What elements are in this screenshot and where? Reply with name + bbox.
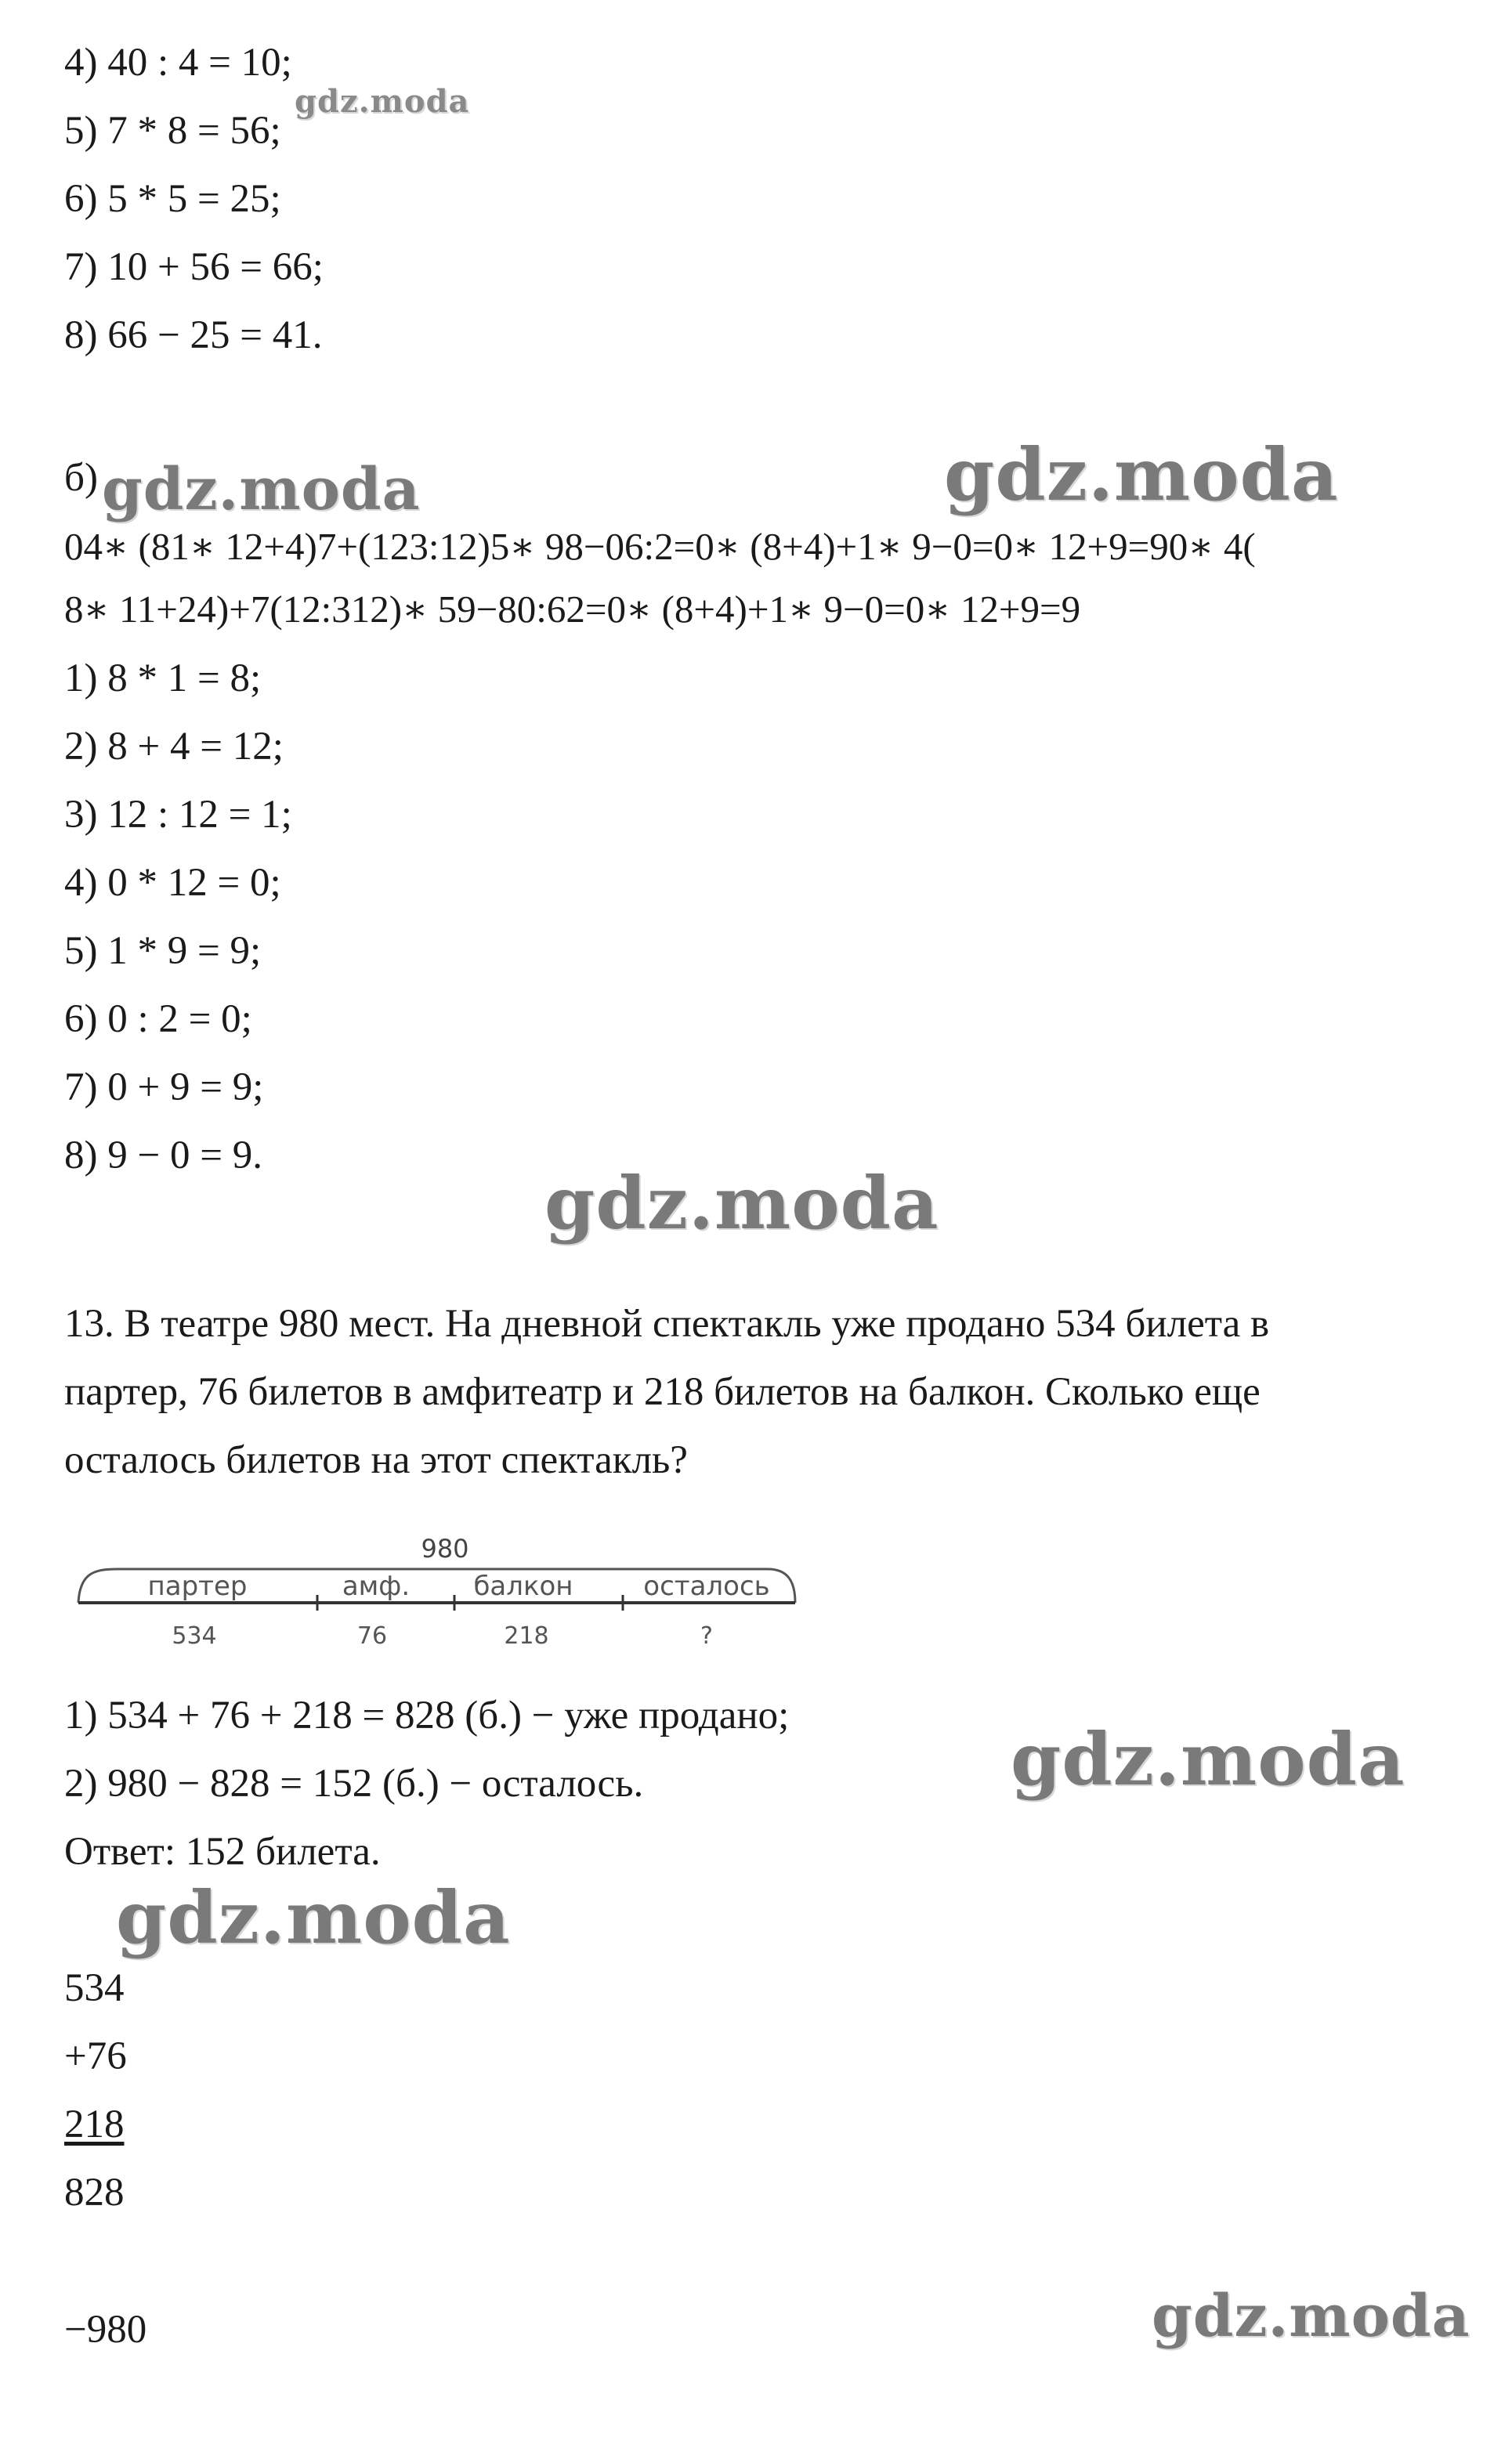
answer: Ответ: 152 билета. (64, 1830, 381, 1874)
problem-13-text-line-1: 13. В театре 980 мест. На дневной спектакль уже продано 534 билета в (64, 1302, 1270, 1346)
part-b-step-8: 8) 9 − 0 = 9. (64, 1134, 263, 1177)
part-b-label: б) (64, 456, 98, 500)
part-b-step-1: 1) 8 * 1 = 8; (64, 656, 262, 700)
diagram-total-label: 980 (421, 1534, 469, 1564)
column-addition-row: 218 (64, 2103, 125, 2146)
diagram-segment-balkon: балкон (473, 1571, 573, 1602)
part-b-expression-line-1: 04∗ (81∗ 12+4)7+(123:12)5∗ 98−06:2=0∗ (8+4)+1∗ 9−0=0∗ 12+9=90∗ 4( (64, 525, 1256, 568)
problem-13-text-line-2: партер, 76 билетов в амфитеатр и 218 билетов на балкон. Сколько еще (64, 1370, 1261, 1414)
part-a-step-8: 8) 66 − 25 = 41. (64, 313, 323, 357)
watermark: gdz.moda (102, 456, 421, 523)
part-b-step-4: 4) 0 * 12 = 0; (64, 861, 281, 905)
watermark: gdz.moda (544, 1161, 939, 1246)
column-addition-result: 828 (64, 2171, 125, 2215)
part-b-step-3: 3) 12 : 12 = 1; (64, 793, 292, 837)
column-subtraction-row: −980 (64, 2308, 147, 2352)
part-b-expression-line-2: 8∗ 11+24)+7(12:312)∗ 59−80:62=0∗ (8+4)+1∗ 9−0=0∗ 12+9=9 (64, 588, 1081, 631)
part-a-step-6: 6) 5 * 5 = 25; (64, 177, 281, 221)
problem-13-text-line-3: осталось билетов на этот спектакль? (64, 1438, 688, 1482)
part-b-step-7: 7) 0 + 9 = 9; (64, 1065, 264, 1109)
part-a-step-7: 7) 10 + 56 = 66; (64, 245, 324, 289)
part-a-step-4: 4) 40 : 4 = 10; (64, 41, 292, 85)
watermark: gdz.moda (944, 432, 1339, 517)
part-b-step-2: 2) 8 + 4 = 12; (64, 725, 284, 768)
diagram-value-parter: 534 (172, 1622, 217, 1650)
diagram-value-balkon: 218 (504, 1622, 549, 1650)
segment-diagram (71, 1526, 807, 1675)
part-b-step-5: 5) 1 * 9 = 9; (64, 929, 262, 973)
part-a-step-5: 5) 7 * 8 = 56; (64, 109, 281, 153)
diagram-segment-ostalos: осталось (643, 1571, 770, 1602)
diagram-segment-amf: амф. (342, 1571, 411, 1602)
part-b-step-6: 6) 0 : 2 = 0; (64, 997, 252, 1041)
solution-step-1: 1) 534 + 76 + 218 = 828 (б.) − уже продано; (64, 1694, 790, 1737)
watermark: gdz.moda (116, 1875, 511, 1960)
watermark: gdz.moda (295, 83, 470, 120)
diagram-segment-parter: партер (147, 1571, 248, 1602)
solution-step-2: 2) 980 − 828 = 152 (б.) − осталось. (64, 1762, 644, 1806)
diagram-value-ostalos: ? (700, 1622, 713, 1650)
column-addition-row: +76 (64, 2034, 127, 2078)
column-addition-row: 534 (64, 1966, 125, 2010)
watermark: gdz.moda (1011, 1717, 1405, 1802)
diagram-value-amf: 76 (356, 1622, 388, 1650)
watermark: gdz.moda (1152, 2283, 1470, 2350)
